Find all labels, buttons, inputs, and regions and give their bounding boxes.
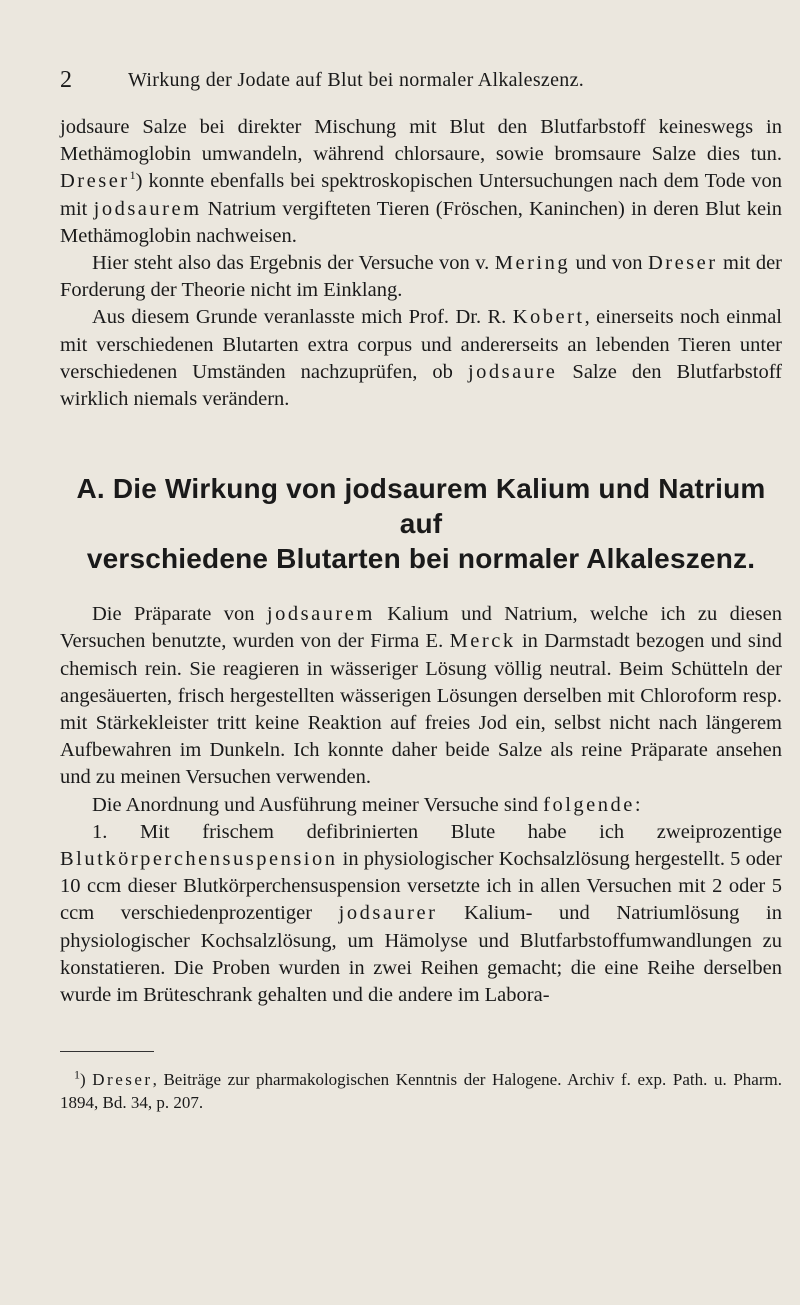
author-dreser: Dreser — [60, 170, 130, 193]
paragraph-1: jodsaure Salze bei direkter Mischung mit Blut den Blutfarbstoff keineswegs in Methämoglobin umwandeln, während chlorsaure, sowie bromsaure Salze dies tun. Dreser$^1$) konnte ebenfalls bei spektroskopischen Untersuchungen nach dem Tode von mit jodsaurem Natrium vergifteten Tieren (Fröschen, Kaninchen) in deren Blut kein Methämoglobin nachweisen. — [60, 116, 782, 247]
footnote: $^1$) Dreser, Beiträge zur pharmakologischen Kenntnis der Halogene. Archiv f. exp. Path. u. Pharm. 1894, Bd. 34, p. 207. — [60, 1067, 782, 1113]
section-heading: A. Die Wirkung von jodsaurem Kalium und Natrium auf verschiedene Blutarten bei normaler Alkaleszenz. — [76, 473, 766, 575]
paragraph-3: Aus diesem Grunde veranlasste mich Prof. Dr. R. Kobert, einerseits noch einmal mit verschiedenen Blutarten extra corpus und andererseits an lebenden Tieren unter verschiedenen Umständen nachzuprüfen, ob jodsaure Salze den Blutfarbstoff wirklich niemals verändern. — [60, 306, 783, 411]
paragraph-6: 1. Mit frischem defibrinierten Blute habe ich zweiprozentige Blutkörperchensuspension in physiologischer Kochsalzlösung hergestellt. 5 oder 10 ccm dieser Blutkörperchensuspension versetzte ich in allen Versuchen mit 2 oder 5 ccm verschiedenprozentiger jodsaurer Kalium- und Natriumlösung in physiologischer Kochsalzlösung, um Hämolyse und Blutfarbstoffumwandlungen zu konstatieren. Die Proben wurden in zwei Reihen gemacht; die eine Reihe derselben wurde im Brüteschrank gehalten und die andere im Labora- — [60, 820, 782, 1007]
running-title: Wirkung der Jodate auf Blut bei normaler Alkaleszenz. — [128, 69, 585, 91]
firm-merck: Merck — [449, 630, 516, 653]
footnote-divider — [60, 1051, 154, 1052]
footnote-text: , Beiträge zur pharmakologischen Kenntnis der Halogene. Archiv f. exp. Path. u. Pharm. 1894, Bd. 34, p. 207. — [60, 1070, 782, 1113]
author-kobert: Kobert — [512, 306, 585, 329]
paragraph-5: Die Anordnung und Ausführung meiner Versuche sind folgende: — [92, 793, 641, 816]
footnote-ref: 1 — [129, 168, 136, 183]
page-number: 2 — [60, 67, 73, 93]
footnote-marker: 1 — [74, 1067, 80, 1082]
author-mering: Mering — [494, 252, 571, 275]
page — [60, 60, 782, 1114]
body-text — [60, 114, 782, 1009]
author-dreser: Dreser — [647, 252, 718, 275]
running-head — [60, 60, 782, 100]
footnote-author: Dreser — [92, 1070, 153, 1090]
paragraph-2: Hier steht also das Ergebnis der Versuche von v. Mering und von Dreser mit der Forderung der Theorie nicht im Einklang. — [60, 252, 782, 302]
paragraph-4: Die Präparate von jodsaurem Kalium und Natrium, welche ich zu diesen Versuchen benutzte, wurden von der Firma E. Merck in Darmstadt bezogen und sind chemisch rein. Sie reagieren in wässeriger Lösung völlig neutral. Beim Schütteln der angesäuerten, frisch hergestellten wässerigen Lösungen derselben mit Chloroform resp. mit Stärkekleister tritt keine Reaktion auf freies Jod ein, selbst nicht nach längerem Aufbewahren im Dunkeln. Ich konnte daher beide Salze als reine Präparate ansehen und zu meinen Versuchen verwenden. — [60, 603, 783, 789]
